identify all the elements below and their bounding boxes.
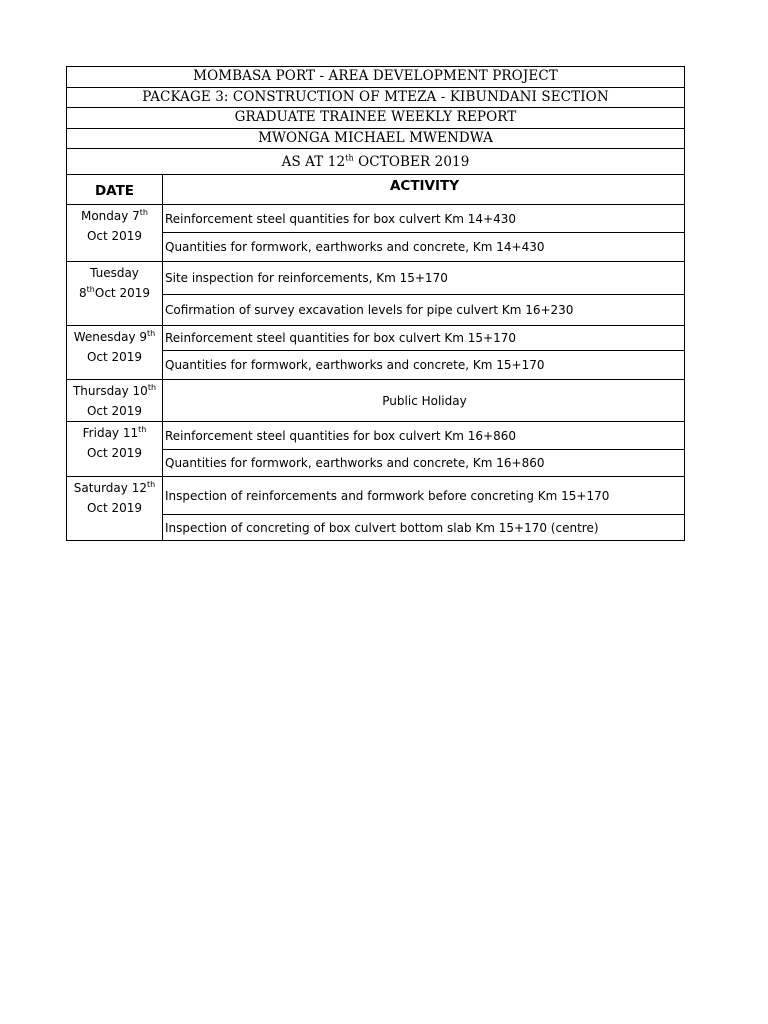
date-month-year: Oct 2019 [94, 286, 150, 300]
date-day: Monday 7 [80, 209, 140, 223]
date-cell [67, 380, 163, 421]
table-row-tuesday [67, 262, 684, 326]
date-day: Tuesday [90, 266, 139, 280]
date-suffix: th [146, 480, 156, 489]
table-row-saturday [67, 477, 684, 540]
activity-cell: Cofirmation of survey excavation levels for pipe culvert Km 16+230 [163, 294, 684, 325]
report-date-suffix: th [345, 153, 354, 163]
date-day: Wenesday 9 [73, 330, 148, 344]
date-day: Saturday 12 [73, 481, 147, 495]
date-day: Thursday 10 [72, 384, 148, 398]
date-day: Friday 11 [82, 426, 139, 440]
date-day-number: 8 [79, 286, 87, 300]
date-suffix: th [147, 329, 156, 338]
activity-column-header: ACTIVITY [389, 178, 460, 194]
report-date-prefix: AS AT 12 [281, 154, 346, 170]
date-column-header: DATE [67, 175, 163, 204]
activity-cell: Inspection of concreting of box culvert bottom slab Km 15+170 (centre) [163, 514, 684, 540]
report-title: GRADUATE TRAINEE WEEKLY REPORT [67, 108, 684, 129]
table-row-friday [67, 422, 684, 477]
date-cell [67, 326, 163, 379]
report-date-rest: OCTOBER 2019 [353, 154, 470, 170]
date-suffix: th [139, 208, 149, 217]
date-cell [67, 422, 163, 476]
date-month-year: Oct 2019 [86, 350, 143, 364]
date-month-year: Oct 2019 [86, 229, 143, 243]
activity-cell: Reinforcement steel quantities for box culvert Km 15+170 [165, 331, 517, 345]
date-cell [67, 477, 163, 540]
date-month-year: Oct 2019 [86, 404, 143, 418]
date-month-year: Oct 2019 [86, 501, 143, 515]
activity-cell: Public Holiday [382, 393, 467, 408]
date-month-year: Oct 2019 [86, 446, 143, 460]
date-suffix: th [86, 285, 95, 294]
activity-cell: Reinforcement steel quantities for box culvert Km 14+430 [165, 211, 517, 226]
package-title: PACKAGE 3: CONSTRUCTION OF MTEZA - KIBUNDANI SECTION [67, 88, 684, 109]
weekly-report-table [66, 66, 685, 541]
column-header-row [67, 175, 684, 205]
trainee-name: MWONGA MICHAEL MWENDWA [67, 129, 684, 150]
activity-cell: Site inspection for reinforcements, Km 15+170 [165, 271, 448, 285]
date-cell [67, 262, 163, 325]
date-cell [67, 205, 163, 261]
date-suffix: th [138, 425, 147, 434]
report-date [67, 149, 684, 175]
project-title: MOMBASA PORT - AREA DEVELOPMENT PROJECT [67, 67, 684, 88]
table-row-wednesday [67, 326, 684, 380]
activity-cell: Quantities for formwork, earthworks and concrete, Km 15+170 [163, 350, 684, 379]
table-row-monday [67, 205, 684, 262]
activity-cell: Inspection of reinforcements and formwork before concreting Km 15+170 [165, 488, 610, 503]
table-row-thursday [67, 380, 684, 422]
activity-cell: Quantities for formwork, earthworks and concrete, Km 14+430 [163, 232, 684, 261]
date-suffix: th [147, 383, 157, 392]
activity-cell: Quantities for formwork, earthworks and concrete, Km 16+860 [163, 449, 684, 476]
activity-cell: Reinforcement steel quantities for box culvert Km 16+860 [165, 428, 517, 443]
